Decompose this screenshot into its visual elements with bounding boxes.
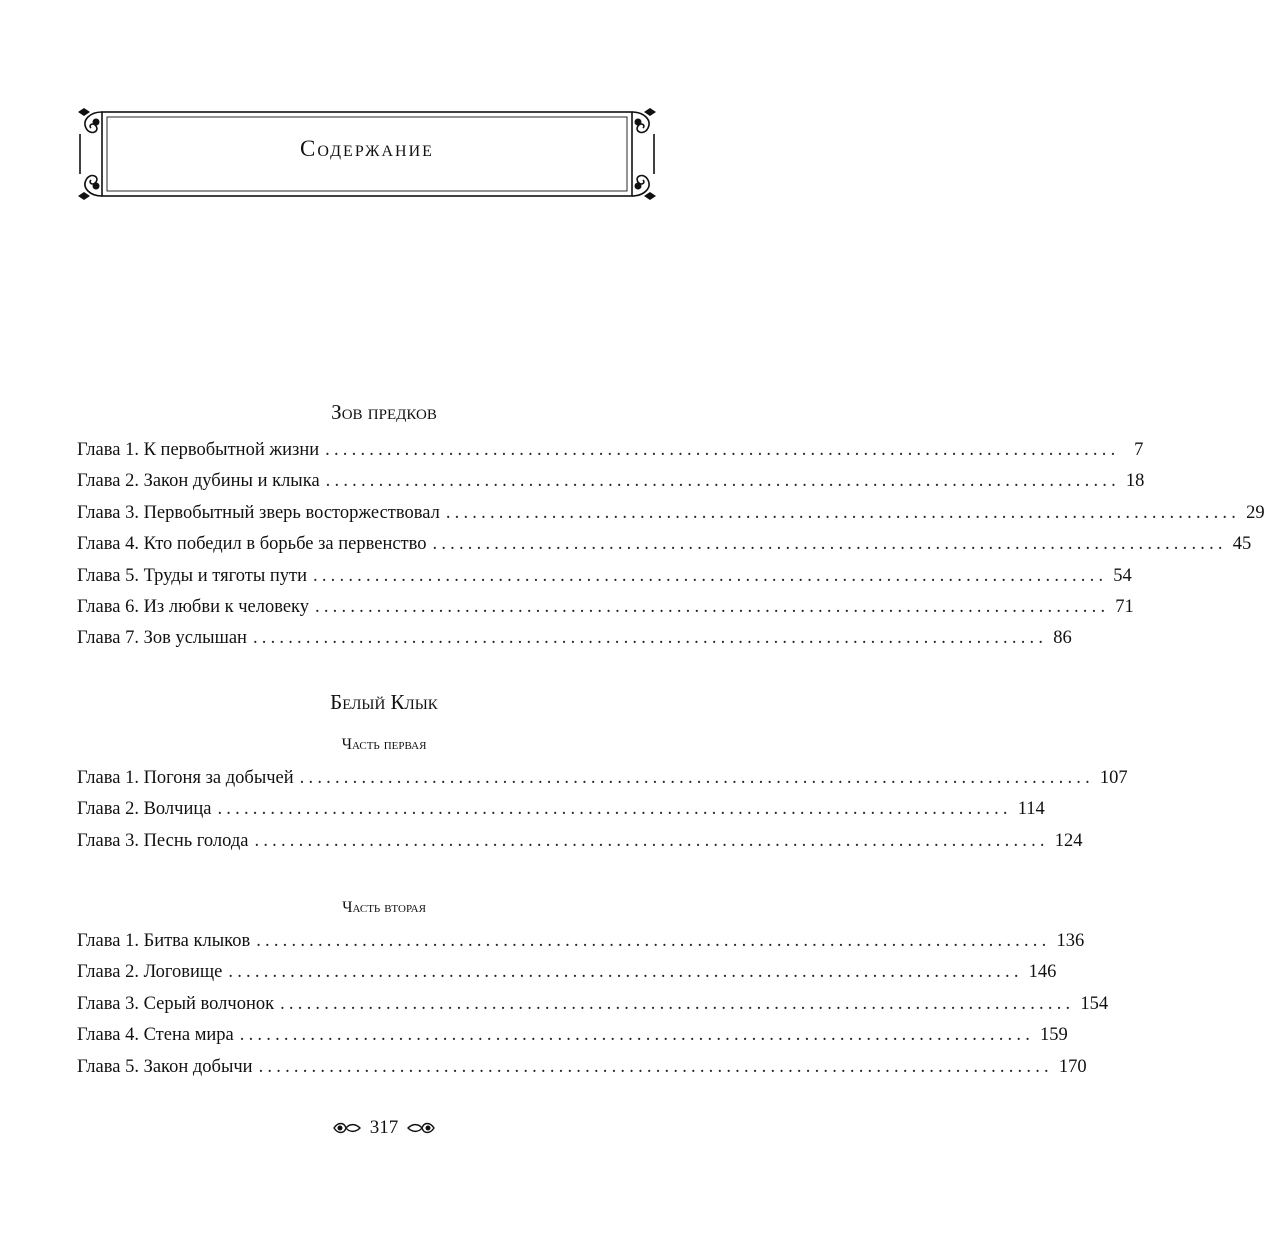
flourish-icon (406, 1120, 436, 1136)
page-number: 170 (1058, 1056, 1087, 1077)
page-number: 107 (1099, 768, 1128, 788)
toc-entry[interactable] (77, 1025, 1068, 1056)
toc-entry[interactable] (77, 565, 1132, 597)
section-title: Белый Клык (330, 690, 438, 714)
dot-leader: .......................................................................................... (254, 830, 1049, 851)
dot-leader: .......................................................................................... (325, 440, 1120, 460)
page-number: 159 (1040, 1025, 1068, 1046)
chapter-title: Глава 3. Серый волчонок (77, 993, 275, 1014)
title-frame (76, 106, 658, 202)
chapter-title: Глава 1. К первобытной жизни (77, 440, 320, 460)
part-title: Часть первая (341, 736, 427, 753)
chapter-title: Глава 1. Битва клыков (77, 931, 251, 951)
part-title: Часть вторая (342, 899, 426, 916)
dot-leader: .......................................................................................... (217, 799, 1012, 820)
chapter-title: Глава 1. Погоня за добычей (77, 768, 294, 788)
page-number: 54 (1113, 565, 1132, 586)
page-number: 29 (1246, 502, 1265, 523)
toc-entry[interactable] (77, 534, 1252, 565)
dot-leader: .......................................................................................... (252, 628, 1048, 649)
chapter-title: Глава 2. Логовище (77, 962, 223, 983)
toc-entry[interactable] (77, 962, 1057, 993)
page-number: 146 (1028, 962, 1057, 983)
page-number: 136 (1056, 931, 1085, 951)
dot-leader: .......................................................................................... (313, 565, 1108, 586)
chapter-list (77, 440, 1265, 660)
dot-leader: .......................................................................................... (325, 471, 1120, 492)
toc-entry[interactable] (77, 830, 1083, 862)
page-title: Содержание (300, 136, 434, 161)
section-title: Зов предков (331, 400, 437, 424)
chapter-title: Глава 3. Первобытный зверь восторжествовал (77, 502, 440, 523)
chapter-list (77, 768, 1128, 862)
chapter-title: Глава 3. Песнь голода (77, 830, 249, 851)
dot-leader: .......................................................................................... (315, 596, 1110, 617)
toc-entry[interactable] (77, 628, 1072, 659)
chapter-title: Глава 6. Из любви к человеку (77, 596, 310, 617)
chapter-title: Глава 2. Закон дубины и клыка (77, 471, 320, 492)
dot-leader: .......................................................................................... (258, 1056, 1053, 1077)
page-number: 154 (1080, 993, 1109, 1014)
toc-entry[interactable] (77, 502, 1265, 534)
page-number: 18 (1125, 471, 1145, 492)
chapter-title: Глава 2. Волчица (77, 799, 212, 820)
dot-leader: .......................................................................................... (228, 962, 1023, 983)
page-footer (0, 1117, 768, 1139)
chapter-title: Глава 7. Зов услышан (77, 628, 247, 649)
dot-leader: .......................................................................................... (239, 1025, 1035, 1046)
toc-entry[interactable] (77, 471, 1145, 502)
toc-entry[interactable] (77, 440, 1144, 471)
dot-leader: .......................................................................................... (256, 931, 1051, 951)
chapter-title: Глава 4. Стена мира (77, 1025, 234, 1046)
flourish-icon (332, 1120, 362, 1136)
chapter-title: Глава 4. Кто победил в борьбе за первенство (77, 534, 427, 555)
page-number: 124 (1054, 830, 1083, 851)
page-number-footer: 317 (369, 1117, 399, 1138)
dot-leader: .......................................................................................... (432, 534, 1227, 555)
chapter-title: Глава 5. Труды и тяготы пути (77, 565, 308, 586)
toc-entry[interactable] (77, 931, 1085, 962)
dot-leader: .......................................................................................... (280, 993, 1075, 1014)
page-number: 71 (1115, 596, 1134, 617)
page-number: 114 (1017, 799, 1045, 820)
chapter-title: Глава 5. Закон добычи (77, 1056, 253, 1077)
toc-entry[interactable] (77, 596, 1134, 628)
toc-entry[interactable] (77, 799, 1045, 830)
page-number: 45 (1232, 534, 1252, 555)
dot-leader: .......................................................................................... (445, 502, 1241, 523)
toc-entry[interactable] (77, 768, 1128, 799)
dot-leader: .......................................................................................... (299, 768, 1094, 788)
page-number: 7 (1134, 440, 1144, 460)
toc-entry[interactable] (77, 1056, 1087, 1088)
toc-entry[interactable] (77, 993, 1109, 1025)
chapter-list (77, 931, 1109, 1088)
page-number: 86 (1053, 628, 1072, 649)
